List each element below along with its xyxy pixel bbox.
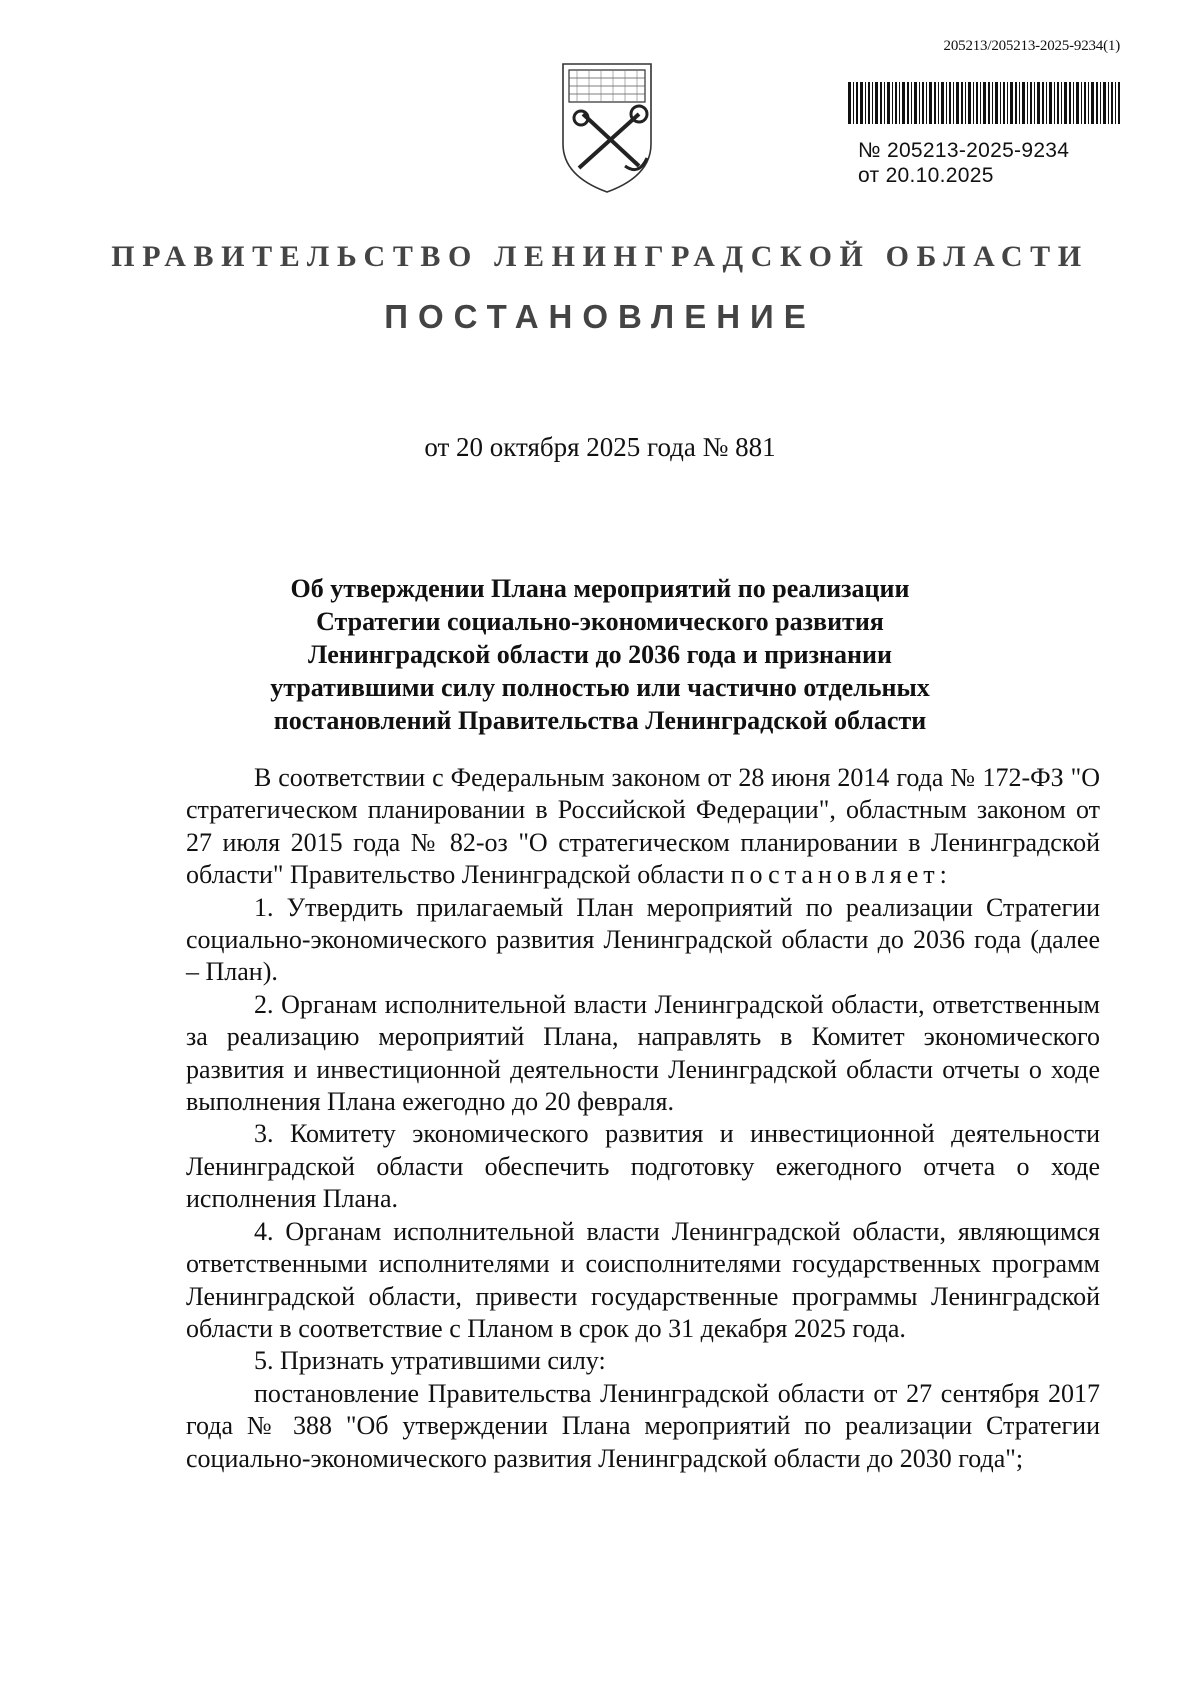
item-2: 2. Органам исполнительной власти Ленинградской области, ответственным за реализацию мероприятий Плана, направлять в Комитет экономического развития и инвестиционной деятельности Ленинградской области отчеты о ходе выполнения Плана ежегодно до 20 февраля. <box>186 989 1100 1117</box>
document-reference: 205213/205213-2025-9234(1) <box>943 38 1120 54</box>
item-4: 4. Органам исполнительной власти Ленинградской области, являющимся ответственными исполнителями и соисполнителями государственных программ Ленинградской области, привести государственные программы Ленинградской области в соответствие с Планом в срок до 31 декабря 2025 года. <box>186 1216 1100 1343</box>
item-1: 1. Утвердить прилагаемый План мероприятий по реализации Стратегии социально-экономического развития Ленинградской области до 2036 года (далее – План). <box>186 892 1100 987</box>
preamble-verb: постановляет: <box>730 860 952 890</box>
coat-of-arms-icon <box>555 58 659 196</box>
registration-date: от 20.10.2025 <box>858 164 994 187</box>
date-and-number: от 20 октября 2025 года № 881 <box>424 432 776 462</box>
government-title: ПРАВИТЕЛЬСТВО ЛЕНИНГРАДСКОЙ ОБЛАСТИ <box>111 240 1089 273</box>
heading-line: Об утверждении Плана мероприятий по реализации <box>290 574 910 603</box>
barcode-icon <box>848 82 1120 124</box>
heading-line: утратившими силу полностью или частично отдельных <box>270 673 930 702</box>
registration-stamp <box>858 138 1069 188</box>
heading-line: Стратегии социально-экономического развития <box>316 607 884 636</box>
repealed-act: постановление Правительства Ленинградской области от 27 сентября 2017 года № 388 "Об утверждении Плана мероприятий по реализации Стратегии социально-экономического развития Ленинградской области до 2030 года"; <box>186 1378 1100 1473</box>
document-type: ПОСТАНОВЛЕНИЕ <box>384 298 816 335</box>
item-5: 5. Признать утратившими силу: <box>254 1346 606 1376</box>
heading-line: Ленинградской области до 2036 года и признании <box>308 640 892 669</box>
preamble-paragraph <box>186 762 1100 892</box>
resolution-body <box>186 762 1100 1475</box>
heading-line: постановлений Правительства Ленинградской области <box>273 706 927 735</box>
resolution-heading <box>180 572 1020 737</box>
registration-number: № 205213-2025-9234 <box>858 139 1070 162</box>
preamble-text: В соответствии с Федеральным законом от 28 июня 2014 года № 172-ФЗ "О стратегическом планировании в Российской Федерации", областным законом от 27 июля 2015 года № 82-оз "О стратегическом планировании в Ленинградской области" Правительство Ленинградской области <box>186 763 1100 890</box>
item-3: 3. Комитету экономического развития и инвестиционной деятельности Ленинградской области обеспечить подготовку ежегодного отчета о ходе исполнения Плана. <box>186 1119 1100 1214</box>
